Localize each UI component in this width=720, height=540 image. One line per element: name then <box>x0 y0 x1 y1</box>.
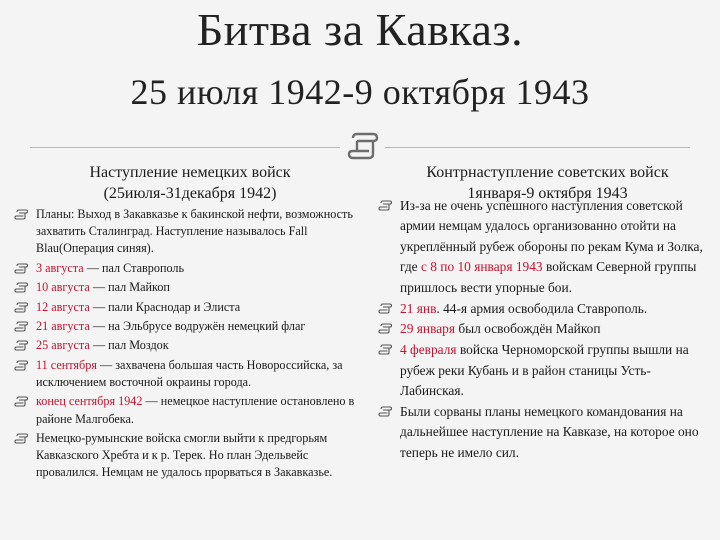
left-heading-dates: (25июля-31декабря 1942) <box>103 185 277 202</box>
right-list-item <box>378 299 713 319</box>
event-date: 4 февраля <box>400 342 457 358</box>
scroll-bullet-icon <box>378 303 392 314</box>
event-text: Планы: Выход в Закавказье к бакинской нефти, возможность захватить Сталинград. Наступление называлось Fall Blau(Операция синяя). <box>36 207 353 256</box>
event-date: 25 августа <box>36 338 90 353</box>
left-bullet-list <box>14 206 356 484</box>
scroll-bullet-icon <box>14 302 28 313</box>
event-text: — пали Краснодар и Элиста <box>89 299 241 314</box>
event-text: Из-за не очень успешного наступления советской армии немцам удалось организованно отойти на укреплённый рубеж обороны по рекам Кума и Золка, где <box>400 198 703 275</box>
scroll-bullet-icon <box>14 209 28 220</box>
scroll-bullet-icon <box>14 282 28 293</box>
right-heading-title: Контрнаступление советских войск <box>426 164 669 181</box>
scroll-bullet-icon <box>378 344 392 355</box>
scroll-bullet-icon <box>14 433 28 444</box>
event-date: 3 августа <box>36 260 84 275</box>
left-list-item <box>14 357 356 391</box>
event-text: Были сорваны планы немецкого командования на дальнейшее наступление на Кавказе, на которое оно теперь не имело сил. <box>400 404 699 460</box>
scroll-bullet-icon <box>14 263 28 274</box>
right-list-item <box>378 319 713 339</box>
left-list-item <box>14 393 356 427</box>
event-date: с 8 по 10 января 1943 <box>420 259 543 275</box>
slide-subtitle-dates: 25 июля 1942-9 октября 1943 <box>130 72 590 112</box>
left-list-item <box>14 279 356 296</box>
slide-title: Битва за Кавказ. <box>196 4 524 55</box>
divider-right <box>385 147 690 148</box>
event-date: 29 января <box>400 321 456 337</box>
event-date: 21 янв <box>400 300 437 316</box>
right-list-item <box>378 196 713 298</box>
scroll-bullet-icon <box>14 321 28 332</box>
event-date: конец сентября 1942 <box>36 394 143 409</box>
event-text: войска Черноморской группы вышли на рубеж реки Кубань и в район станицы Усть-Лабинская. <box>400 342 689 399</box>
left-list-item <box>14 318 356 335</box>
event-text: войскам Северной группы пришлось вести упорные бои. <box>400 259 697 295</box>
event-text: — захвачена большая часть Новороссийска, за исключением восточной окраины города. <box>36 357 343 389</box>
scroll-bullet-icon <box>14 360 28 371</box>
decorative-scroll-icon <box>345 128 381 164</box>
right-bullet-list <box>378 196 713 464</box>
scroll-bullet-icon <box>378 200 392 211</box>
left-list-item <box>14 260 356 277</box>
event-text: — на Эльбрусе водружён немецкий флаг <box>89 318 306 333</box>
event-text: . 44-я армия освободила Ставрополь. <box>436 300 648 316</box>
event-text: — пал Ставрополь <box>83 260 185 275</box>
left-list-item <box>14 430 356 482</box>
event-date: 12 августа <box>36 299 90 314</box>
left-column-heading <box>40 162 340 204</box>
event-text: — немецкое наступление остановлено в районе Малгобека. <box>36 394 355 426</box>
event-date: 10 августа <box>36 280 90 295</box>
scroll-bullet-icon <box>378 406 392 417</box>
event-text: — пал Моздок <box>89 338 169 353</box>
left-heading-title: Наступление немецких войск <box>89 164 291 181</box>
event-text: был освобождён Майкоп <box>455 321 601 337</box>
left-list-item <box>14 337 356 354</box>
right-heading-dates: 1января-9 октября 1943 <box>467 185 628 202</box>
event-text: Немецко-румынские войска смогли выйти к предгорьям Кавказского Хребта и к р. Терек. Но план Эдельвейс провалился. Немцам не удалось прорваться в Закавказье. <box>36 430 333 480</box>
left-list-item <box>14 206 356 258</box>
event-date: 21 августа <box>36 318 90 333</box>
left-list-item <box>14 299 356 316</box>
right-list-item <box>378 340 713 401</box>
event-date: 11 сентября <box>36 357 97 372</box>
right-list-item <box>378 402 713 463</box>
scroll-bullet-icon <box>378 323 392 334</box>
scroll-bullet-icon <box>14 340 28 351</box>
scroll-bullet-icon <box>14 396 28 407</box>
event-text: — пал Майкоп <box>89 280 170 295</box>
divider-left <box>30 147 340 148</box>
